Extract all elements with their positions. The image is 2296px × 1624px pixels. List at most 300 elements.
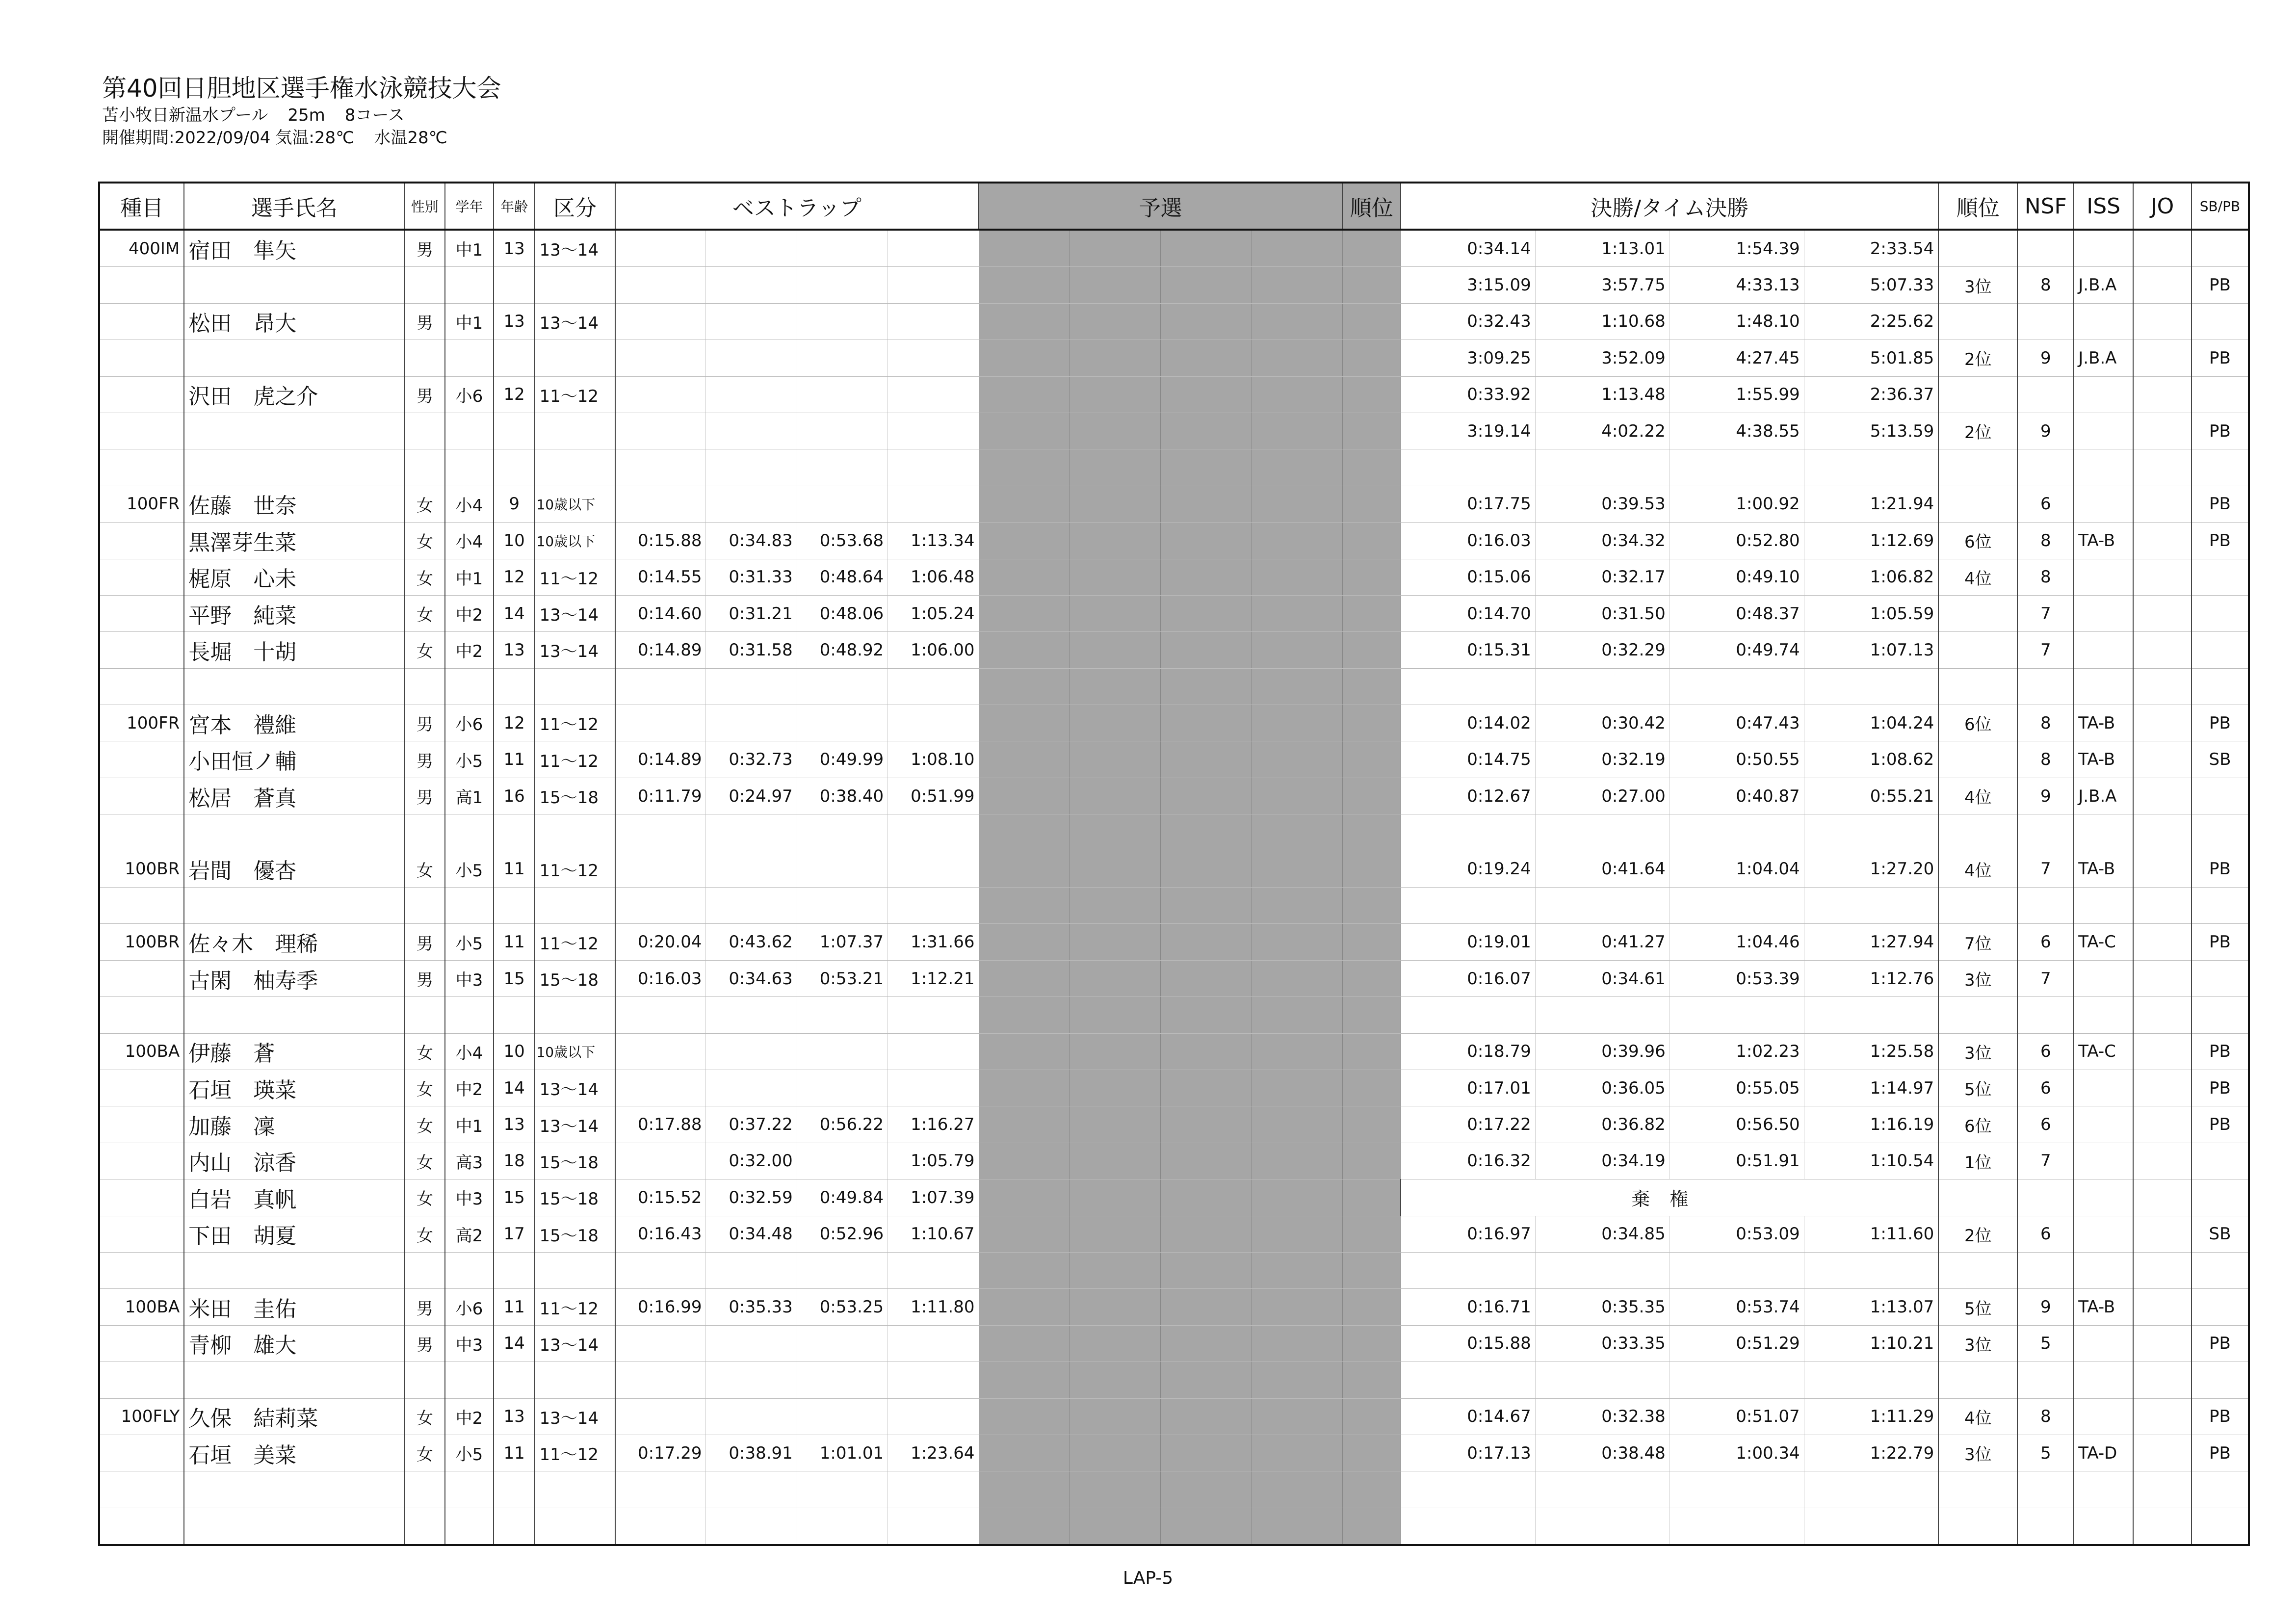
- best-lap-cell: [615, 1471, 706, 1508]
- swimmer-name: 伊藤 蒼: [184, 1033, 404, 1070]
- document-header: [102, 73, 501, 149]
- final-lap-cell: 0:53.39: [1670, 960, 1804, 996]
- final-lap-cell: [1670, 1252, 1804, 1288]
- rank-cell: [1938, 814, 2017, 851]
- final-lap-cell: 0:51.29: [1670, 1325, 1804, 1362]
- rank-cell: 6位: [1938, 705, 2017, 741]
- sbpb-cell: [2192, 778, 2249, 814]
- final-lap-cell: 1:11.29: [1804, 1398, 1938, 1435]
- nsf-cell: 5: [2017, 1325, 2074, 1362]
- final-lap-cell: 0:30.42: [1535, 705, 1670, 741]
- nsf-cell: 8: [2017, 705, 2074, 741]
- prelim-rank-cell: [1342, 778, 1401, 814]
- grade-cell: 小6: [445, 376, 494, 413]
- nsf-cell: 7: [2017, 632, 2074, 668]
- final-lap-cell: 0:16.03: [1401, 523, 1535, 559]
- jo-cell: [2133, 413, 2192, 449]
- jo-cell: [2133, 1252, 2192, 1288]
- swimmer-name: 石垣 瑛菜: [184, 1070, 404, 1106]
- table-row: [99, 1033, 2249, 1070]
- prelim-cell: [1070, 1325, 1160, 1362]
- event-cell: 400IM: [99, 230, 184, 267]
- best-lap-cell: 0:11.79: [615, 778, 706, 814]
- age-cell: [494, 668, 535, 705]
- sbpb-cell: PB: [2192, 523, 2249, 559]
- iss-cell: J.B.A: [2074, 340, 2133, 376]
- sex-cell: [405, 340, 445, 376]
- sex-cell: 男: [405, 376, 445, 413]
- sex-cell: 男: [405, 230, 445, 267]
- age-cell: [494, 1362, 535, 1398]
- best-lap-cell: [797, 230, 887, 267]
- prelim-cell: [1070, 1508, 1160, 1545]
- prelim-cell: [979, 851, 1070, 887]
- sbpb-cell: [2192, 1508, 2249, 1545]
- best-lap-cell: [797, 814, 887, 851]
- final-lap-cell: 1:04.46: [1670, 924, 1804, 960]
- grade-cell: [445, 1471, 494, 1508]
- final-lap-cell: 1:06.82: [1804, 559, 1938, 595]
- class-cell: 11～12: [535, 851, 615, 887]
- prelim-cell: [979, 1252, 1070, 1288]
- prelim-cell: [1070, 303, 1160, 340]
- prelim-rank-cell: [1342, 1508, 1401, 1545]
- prelim-cell: [1252, 267, 1342, 303]
- event-cell: 100FR: [99, 486, 184, 522]
- pool-length: 25m: [287, 105, 325, 125]
- best-lap-cell: 0:48.64: [797, 559, 887, 595]
- sex-cell: [405, 1362, 445, 1398]
- sex-cell: 女: [405, 632, 445, 668]
- best-lap-cell: 0:16.03: [615, 960, 706, 996]
- final-lap-cell: [1804, 668, 1938, 705]
- table-row: [99, 888, 2249, 924]
- prelim-cell: [1161, 1143, 1252, 1179]
- rank-cell: [1938, 303, 2017, 340]
- grade-cell: 中1: [445, 1106, 494, 1143]
- class-cell: 13～14: [535, 303, 615, 340]
- sex-cell: [405, 1471, 445, 1508]
- best-lap-cell: 0:14.89: [615, 632, 706, 668]
- best-lap-cell: [797, 449, 887, 486]
- best-lap-cell: 0:32.00: [706, 1143, 797, 1179]
- best-lap-cell: 1:06.00: [888, 632, 979, 668]
- table-row: [99, 376, 2249, 413]
- prelim-cell: [1252, 1216, 1342, 1252]
- nsf-cell: 9: [2017, 413, 2074, 449]
- jo-cell: [2133, 303, 2192, 340]
- final-lap-cell: 0:41.27: [1535, 924, 1670, 960]
- final-lap-cell: [1535, 668, 1670, 705]
- jo-cell: [2133, 1289, 2192, 1325]
- final-lap-cell: [1535, 449, 1670, 486]
- prelim-cell: [979, 1471, 1070, 1508]
- sex-cell: [405, 449, 445, 486]
- age-cell: 15: [494, 1179, 535, 1216]
- age-cell: 12: [494, 559, 535, 595]
- swimmer-name: 宿田 隼矢: [184, 230, 404, 267]
- prelim-cell: [1070, 924, 1160, 960]
- rank-cell: [1938, 1471, 2017, 1508]
- class-cell: [535, 413, 615, 449]
- best-lap-cell: 0:14.89: [615, 741, 706, 778]
- sex-cell: [405, 997, 445, 1033]
- rank-cell: [1938, 449, 2017, 486]
- grade-cell: [445, 997, 494, 1033]
- prelim-rank-cell: [1342, 413, 1401, 449]
- prelim-rank-cell: [1342, 340, 1401, 376]
- swimmer-name: 沢田 虎之介: [184, 376, 404, 413]
- prelim-cell: [1070, 960, 1160, 996]
- sex-cell: [405, 413, 445, 449]
- prelim-rank-cell: [1342, 303, 1401, 340]
- rank-cell: [1938, 997, 2017, 1033]
- best-lap-cell: [888, 668, 979, 705]
- prelim-rank-cell: [1342, 376, 1401, 413]
- prelim-cell: [1252, 632, 1342, 668]
- final-lap-cell: 0:51.91: [1670, 1143, 1804, 1179]
- meet-period: 開催期間:2022/09/04: [102, 128, 271, 148]
- final-lap-cell: 0:53.09: [1670, 1216, 1804, 1252]
- nsf-cell: [2017, 303, 2074, 340]
- best-lap-cell: 0:32.73: [706, 741, 797, 778]
- prelim-cell: [1161, 376, 1252, 413]
- jo-cell: [2133, 924, 2192, 960]
- final-lap-cell: [1401, 668, 1535, 705]
- best-lap-cell: [706, 668, 797, 705]
- col-rank: 順位: [1938, 183, 2017, 230]
- swimmer-name: 古閑 柚寿季: [184, 960, 404, 996]
- prelim-cell: [979, 705, 1070, 741]
- best-lap-cell: 0:56.22: [797, 1106, 887, 1143]
- best-lap-cell: [615, 230, 706, 267]
- prelim-cell: [1161, 1435, 1252, 1471]
- iss-cell: [2074, 376, 2133, 413]
- class-cell: [535, 888, 615, 924]
- age-cell: 14: [494, 1070, 535, 1106]
- prelim-rank-cell: [1342, 1143, 1401, 1179]
- final-lap-cell: 0:16.71: [1401, 1289, 1535, 1325]
- sex-cell: [405, 267, 445, 303]
- prelim-cell: [1070, 1143, 1160, 1179]
- grade-cell: 小4: [445, 1033, 494, 1070]
- iss-cell: TA-B: [2074, 851, 2133, 887]
- best-lap-cell: 0:48.06: [797, 595, 887, 631]
- final-lap-cell: 0:32.38: [1535, 1398, 1670, 1435]
- jo-cell: [2133, 1471, 2192, 1508]
- prelim-rank-cell: [1342, 632, 1401, 668]
- event-cell: [99, 303, 184, 340]
- best-lap-cell: 1:01.01: [797, 1435, 887, 1471]
- prelim-cell: [1161, 1362, 1252, 1398]
- prelim-cell: [1161, 741, 1252, 778]
- age-cell: [494, 888, 535, 924]
- prelim-cell: [1070, 1289, 1160, 1325]
- iss-cell: [2074, 1362, 2133, 1398]
- final-lap-cell: 4:02.22: [1535, 413, 1670, 449]
- best-lap-cell: 0:53.68: [797, 523, 887, 559]
- best-lap-cell: [615, 1325, 706, 1362]
- table-row: [99, 741, 2249, 778]
- grade-cell: 中2: [445, 595, 494, 631]
- best-lap-cell: [706, 267, 797, 303]
- final-lap-cell: [1401, 888, 1535, 924]
- sex-cell: 男: [405, 705, 445, 741]
- prelim-cell: [979, 1435, 1070, 1471]
- rank-cell: 2位: [1938, 1216, 2017, 1252]
- final-lap-cell: [1535, 997, 1670, 1033]
- swimmer-name: 松居 蒼真: [184, 778, 404, 814]
- final-lap-cell: 0:31.50: [1535, 595, 1670, 631]
- event-cell: [99, 449, 184, 486]
- final-lap-cell: 4:33.13: [1670, 267, 1804, 303]
- rank-cell: 3位: [1938, 1435, 2017, 1471]
- final-lap-cell: 3:19.14: [1401, 413, 1535, 449]
- final-lap-cell: [1670, 1362, 1804, 1398]
- grade-cell: [445, 668, 494, 705]
- swimmer-name: [184, 340, 404, 376]
- final-lap-cell: 0:49.10: [1670, 559, 1804, 595]
- grade-cell: [445, 413, 494, 449]
- best-lap-cell: [615, 705, 706, 741]
- jo-cell: [2133, 376, 2192, 413]
- prelim-cell: [979, 1216, 1070, 1252]
- sex-cell: 女: [405, 595, 445, 631]
- final-lap-cell: 5:01.85: [1804, 340, 1938, 376]
- iss-cell: [2074, 1179, 2133, 1216]
- event-cell: [99, 1216, 184, 1252]
- table-row: [99, 1471, 2249, 1508]
- swimmer-name: 加藤 凜: [184, 1106, 404, 1143]
- final-lap-cell: [1401, 814, 1535, 851]
- iss-cell: [2074, 814, 2133, 851]
- age-cell: 13: [494, 230, 535, 267]
- iss-cell: TA-C: [2074, 1033, 2133, 1070]
- sbpb-cell: [2192, 632, 2249, 668]
- best-lap-cell: 1:16.27: [888, 1106, 979, 1143]
- sex-cell: 女: [405, 1216, 445, 1252]
- sbpb-cell: [2192, 960, 2249, 996]
- best-lap-cell: 1:23.64: [888, 1435, 979, 1471]
- grade-cell: [445, 340, 494, 376]
- air-temperature: 気温:28℃: [275, 128, 355, 148]
- nsf-cell: [2017, 1471, 2074, 1508]
- best-lap-cell: [797, 1070, 887, 1106]
- best-lap-cell: [615, 814, 706, 851]
- best-lap-cell: 0:16.99: [615, 1289, 706, 1325]
- grade-cell: [445, 1252, 494, 1288]
- swimmer-name: [184, 814, 404, 851]
- final-lap-cell: 0:18.79: [1401, 1033, 1535, 1070]
- best-lap-cell: 0:32.59: [706, 1179, 797, 1216]
- nsf-cell: 6: [2017, 1216, 2074, 1252]
- best-lap-cell: 0:38.40: [797, 778, 887, 814]
- sbpb-cell: PB: [2192, 1033, 2249, 1070]
- rank-cell: 6位: [1938, 1106, 2017, 1143]
- prelim-cell: [1252, 741, 1342, 778]
- best-lap-cell: 0:52.96: [797, 1216, 887, 1252]
- prelim-cell: [1252, 595, 1342, 631]
- prelim-cell: [1252, 486, 1342, 522]
- class-cell: [535, 668, 615, 705]
- final-lap-cell: 0:19.01: [1401, 924, 1535, 960]
- prelim-cell: [1161, 888, 1252, 924]
- rank-cell: [1938, 668, 2017, 705]
- final-lap-cell: 1:13.07: [1804, 1289, 1938, 1325]
- table-row: [99, 1508, 2249, 1545]
- class-cell: 15～18: [535, 960, 615, 996]
- prelim-cell: [1070, 1398, 1160, 1435]
- nsf-cell: [2017, 1362, 2074, 1398]
- iss-cell: [2074, 1070, 2133, 1106]
- final-lap-cell: 0:38.48: [1535, 1435, 1670, 1471]
- meet-title: 第40回日胆地区選手権水泳競技大会: [102, 74, 501, 103]
- date-line: [102, 127, 501, 149]
- prelim-rank-cell: [1342, 1435, 1401, 1471]
- final-lap-cell: 0:34.61: [1535, 960, 1670, 996]
- prelim-cell: [979, 523, 1070, 559]
- class-cell: [535, 1362, 615, 1398]
- class-cell: 13～14: [535, 230, 615, 267]
- age-cell: 11: [494, 741, 535, 778]
- grade-cell: [445, 267, 494, 303]
- final-lap-cell: 0:50.55: [1670, 741, 1804, 778]
- rank-cell: 4位: [1938, 851, 2017, 887]
- prelim-rank-cell: [1342, 924, 1401, 960]
- col-class: 区分: [535, 183, 615, 230]
- prelim-cell: [1070, 1106, 1160, 1143]
- final-lap-cell: [1535, 814, 1670, 851]
- best-lap-cell: [797, 1033, 887, 1070]
- swimmer-name: 小田恒ノ輔: [184, 741, 404, 778]
- col-final: 決勝/タイム決勝: [1401, 183, 1938, 230]
- best-lap-cell: 1:06.48: [888, 559, 979, 595]
- jo-cell: [2133, 1435, 2192, 1471]
- nsf-cell: 8: [2017, 741, 2074, 778]
- class-cell: 15～18: [535, 1216, 615, 1252]
- final-lap-cell: 0:15.06: [1401, 559, 1535, 595]
- prelim-cell: [1070, 1179, 1160, 1216]
- best-lap-cell: [706, 230, 797, 267]
- jo-cell: [2133, 960, 2192, 996]
- table-row: [99, 486, 2249, 522]
- iss-cell: TA-B: [2074, 741, 2133, 778]
- table-row: [99, 1070, 2249, 1106]
- best-lap-cell: [797, 1398, 887, 1435]
- prelim-cell: [1070, 595, 1160, 631]
- jo-cell: [2133, 523, 2192, 559]
- final-lap-cell: 0:34.14: [1401, 230, 1535, 267]
- event-cell: [99, 1435, 184, 1471]
- age-cell: [494, 267, 535, 303]
- swimmer-name: [184, 267, 404, 303]
- best-lap-cell: 1:12.21: [888, 960, 979, 996]
- age-cell: 15: [494, 960, 535, 996]
- swimmer-name: 佐々木 理稀: [184, 924, 404, 960]
- final-lap-cell: [1401, 1508, 1535, 1545]
- class-cell: 13～14: [535, 1106, 615, 1143]
- prelim-cell: [1161, 1216, 1252, 1252]
- prelim-cell: [979, 559, 1070, 595]
- grade-cell: 小4: [445, 486, 494, 522]
- rank-cell: 1位: [1938, 1143, 2017, 1179]
- final-lap-cell: 5:07.33: [1804, 267, 1938, 303]
- table-row: [99, 1143, 2249, 1179]
- sbpb-cell: SB: [2192, 741, 2249, 778]
- col-age: 年齢: [494, 183, 535, 230]
- event-cell: [99, 668, 184, 705]
- prelim-cell: [1070, 814, 1160, 851]
- table-row: [99, 668, 2249, 705]
- final-lap-cell: [1401, 997, 1535, 1033]
- sex-cell: 男: [405, 303, 445, 340]
- rank-cell: [1938, 741, 2017, 778]
- nsf-cell: 8: [2017, 267, 2074, 303]
- sbpb-cell: PB: [2192, 924, 2249, 960]
- nsf-cell: 7: [2017, 960, 2074, 996]
- swimmer-name: 下田 胡夏: [184, 1216, 404, 1252]
- age-cell: 9: [494, 486, 535, 522]
- best-lap-cell: [706, 413, 797, 449]
- swimmer-name: 長堀 十胡: [184, 632, 404, 668]
- prelim-cell: [1252, 1106, 1342, 1143]
- final-lap-cell: 0:12.67: [1401, 778, 1535, 814]
- prelim-cell: [979, 1362, 1070, 1398]
- prelim-cell: [1252, 888, 1342, 924]
- prelim-cell: [1252, 1398, 1342, 1435]
- best-lap-cell: 1:10.67: [888, 1216, 979, 1252]
- jo-cell: [2133, 705, 2192, 741]
- event-cell: [99, 1508, 184, 1545]
- jo-cell: [2133, 1216, 2192, 1252]
- age-cell: 14: [494, 595, 535, 631]
- best-lap-cell: [888, 230, 979, 267]
- prelim-cell: [1070, 376, 1160, 413]
- sbpb-cell: PB: [2192, 340, 2249, 376]
- age-cell: [494, 340, 535, 376]
- best-lap-cell: [797, 303, 887, 340]
- sbpb-cell: [2192, 595, 2249, 631]
- final-lap-cell: [1670, 888, 1804, 924]
- prelim-cell: [979, 1070, 1070, 1106]
- final-lap-cell: 1:10.54: [1804, 1143, 1938, 1179]
- best-lap-cell: 0:34.83: [706, 523, 797, 559]
- final-lap-cell: [1535, 888, 1670, 924]
- best-lap-cell: [615, 1508, 706, 1545]
- rank-cell: 5位: [1938, 1289, 2017, 1325]
- table-row: [99, 851, 2249, 887]
- final-lap-cell: 3:15.09: [1401, 267, 1535, 303]
- swimmer-name: 米田 圭佑: [184, 1289, 404, 1325]
- final-lap-cell: 0:14.70: [1401, 595, 1535, 631]
- nsf-cell: 6: [2017, 1070, 2074, 1106]
- best-lap-cell: [797, 1471, 887, 1508]
- best-lap-cell: 0:53.25: [797, 1289, 887, 1325]
- best-lap-cell: [615, 1033, 706, 1070]
- class-cell: [535, 1508, 615, 1545]
- sbpb-cell: [2192, 376, 2249, 413]
- prelim-rank-cell: [1342, 1398, 1401, 1435]
- prelim-cell: [979, 997, 1070, 1033]
- prelim-cell: [979, 267, 1070, 303]
- prelim-cell: [1161, 1106, 1252, 1143]
- prelim-cell: [1252, 1289, 1342, 1325]
- iss-cell: J.B.A: [2074, 267, 2133, 303]
- table-row: [99, 230, 2249, 267]
- prelim-cell: [1252, 376, 1342, 413]
- iss-cell: [2074, 888, 2133, 924]
- jo-cell: [2133, 267, 2192, 303]
